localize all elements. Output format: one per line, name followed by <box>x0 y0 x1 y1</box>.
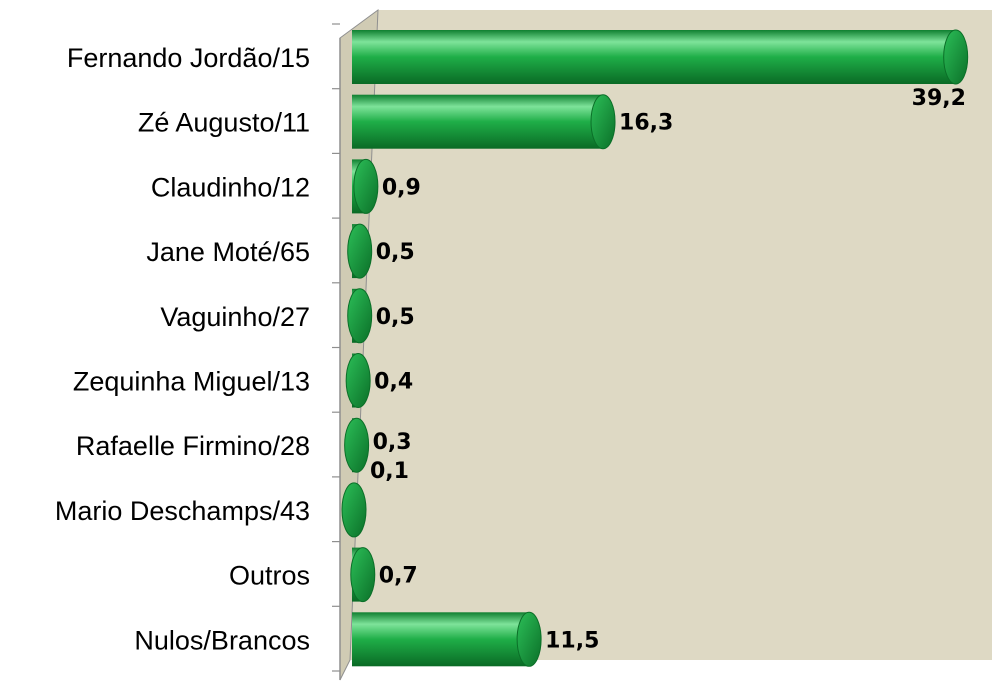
bar-end-cap <box>354 159 378 213</box>
category-label: Vaguinho/27 <box>160 301 310 332</box>
data-label: 0,4 <box>374 369 414 395</box>
bar-end-cap <box>944 30 968 84</box>
data-label: 39,2 <box>911 86 966 111</box>
category-label: Fernando Jordão/15 <box>66 43 310 73</box>
category-label: Zé Augusto/11 <box>137 107 310 138</box>
data-label: 0,1 <box>370 458 409 484</box>
bar-end-cap <box>517 612 541 666</box>
bar-end-cap <box>346 354 370 408</box>
data-label: 0,5 <box>375 240 415 266</box>
bar-end-cap <box>348 224 372 278</box>
bar <box>352 30 956 84</box>
data-label: 0,3 <box>372 430 412 456</box>
bar-end-cap <box>345 418 369 472</box>
bar-end-cap <box>351 548 375 602</box>
category-label: Zequinha Miguel/13 <box>72 366 310 397</box>
bar <box>352 95 603 149</box>
bar-end-cap <box>591 95 615 149</box>
category-label: Nulos/Brancos <box>134 625 310 656</box>
category-label: Claudinho/12 <box>150 172 310 203</box>
data-label: 11,5 <box>545 628 600 654</box>
category-label: Outros <box>228 560 310 591</box>
bar-end-cap <box>348 289 372 343</box>
category-label: Jane Moté/65 <box>146 237 310 268</box>
data-label: 0,7 <box>378 563 418 589</box>
category-label: Rafaelle Firmino/28 <box>75 431 310 462</box>
category-label: Mario Deschamps/43 <box>54 495 310 526</box>
bar <box>352 612 529 666</box>
bar-end-cap <box>342 483 366 537</box>
data-label: 16,3 <box>619 110 674 136</box>
data-label: 0,5 <box>375 304 415 330</box>
data-label: 0,9 <box>381 175 421 201</box>
